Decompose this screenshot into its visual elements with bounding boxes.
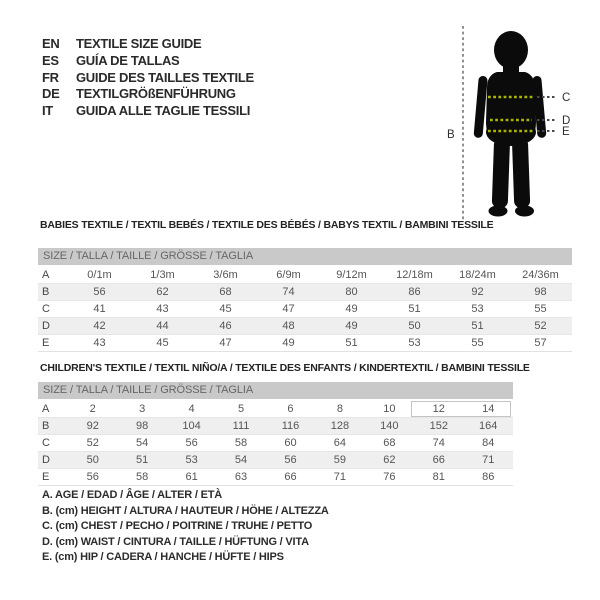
- table-cell: 64: [333, 437, 347, 449]
- row-label: C: [42, 303, 50, 315]
- table-cell: 128: [330, 420, 350, 432]
- table-row-E: [38, 334, 572, 351]
- table-cell: 71: [333, 471, 347, 483]
- table-cell: 74: [282, 286, 295, 298]
- table-cell: 41: [93, 303, 106, 315]
- table-cell: 12: [432, 403, 445, 415]
- table-cell: 8: [336, 403, 343, 415]
- table-cell: 111: [232, 420, 250, 432]
- table-cell: 44: [156, 320, 169, 332]
- table-cell: 49: [345, 303, 358, 315]
- table-cell: 3/6m: [213, 269, 238, 281]
- table-cell: 92: [86, 420, 99, 432]
- table-cell: 1/3m: [150, 269, 175, 281]
- table-cell: 86: [482, 471, 495, 483]
- table-cell: 56: [93, 286, 106, 298]
- child-silhouette-icon: [473, 31, 546, 217]
- table-cell: 140: [380, 420, 399, 432]
- table-cell: 50: [408, 320, 421, 332]
- table-cell: 59: [333, 454, 347, 466]
- table-cell: 52: [534, 320, 547, 332]
- table-cell: 58: [136, 471, 149, 483]
- table-cell: 84: [482, 437, 495, 449]
- table-row-D: [38, 451, 513, 468]
- table-cell: 92: [471, 286, 484, 298]
- waist-label: D: [562, 115, 571, 127]
- language-row-de: [42, 86, 254, 103]
- row-label: A: [42, 403, 50, 415]
- table-cell: 46: [219, 320, 232, 332]
- table-cell: 63: [234, 471, 248, 483]
- table-cell: 55: [471, 337, 484, 349]
- table-cell: 0/1m: [87, 269, 112, 281]
- babies-section: [38, 219, 572, 352]
- babies-size-table: [38, 248, 572, 352]
- table-cell: 47: [282, 303, 295, 315]
- table-cell: 5: [237, 403, 245, 415]
- table-cell: 76: [383, 471, 396, 483]
- row-label: A: [42, 269, 50, 281]
- table-row-C: [38, 300, 572, 317]
- table-cell: 10: [383, 403, 396, 415]
- row-label: D: [42, 454, 50, 466]
- table-cell: 71: [482, 454, 495, 466]
- table-row-E: [38, 468, 513, 485]
- row-label: B: [42, 286, 50, 298]
- language-code: FR: [42, 69, 59, 85]
- language-title: GUÍA DE TALLAS: [76, 52, 180, 68]
- table-cell: 43: [156, 303, 169, 315]
- table-cell: 98: [136, 420, 149, 432]
- table-cell: 3: [139, 403, 146, 415]
- table-header-row: SIZE / TALLA / TAILLE / GRÖSSE / TAGLIA: [38, 248, 572, 265]
- table-cell: 51: [471, 320, 484, 332]
- measurement-legend: [42, 488, 329, 566]
- table-row-B: [38, 417, 513, 434]
- language-code: DE: [42, 86, 60, 102]
- table-row-B: [38, 283, 572, 300]
- table-cell: 2: [89, 403, 96, 415]
- table-cell: 104: [182, 420, 201, 432]
- table-header-row: SIZE / TALLA / TAILLE / GRÖSSE / TAGLIA: [38, 382, 513, 399]
- hip-label: E: [562, 126, 570, 138]
- table-cell: 9/12m: [336, 269, 367, 281]
- language-row-fr: [42, 70, 254, 87]
- children-size-table: [38, 382, 513, 486]
- table-cell: 53: [471, 303, 484, 315]
- table-cell: 68: [383, 437, 396, 449]
- row-label: C: [42, 437, 50, 449]
- table-cell: 62: [383, 454, 396, 466]
- legend-age: A. AGE / EDAD / ÂGE / ALTER / ETÀ: [42, 489, 223, 501]
- language-list: [42, 36, 254, 120]
- language-code: ES: [42, 52, 59, 68]
- children-section-title: CHILDREN'S TEXTILE / TEXTIL NIÑO/A / TEXTILE DES ENFANTS / KINDERTEXTIL / BAMBINI TESSILE: [40, 362, 530, 374]
- table-cell: 49: [282, 337, 295, 349]
- language-title: GUIDE DES TAILLES TEXTILE: [76, 69, 254, 85]
- table-cell: 54: [234, 454, 248, 466]
- table-cell: 116: [281, 420, 300, 432]
- table-cell: 55: [534, 303, 547, 315]
- table-row-C: [38, 434, 513, 451]
- table-cell: 45: [219, 303, 232, 315]
- table-cell: 52: [86, 437, 99, 449]
- table-cell: 42: [93, 320, 106, 332]
- table-cell: 6: [287, 403, 294, 415]
- table-row-A: [38, 401, 513, 417]
- table-cell: 62: [156, 286, 169, 298]
- chest-label: C: [562, 92, 571, 104]
- language-title: TEXTILGRÖßENFÜHRUNG: [76, 86, 236, 102]
- table-cell: 54: [136, 437, 149, 449]
- language-row-es: [42, 53, 254, 70]
- table-cell: 51: [345, 337, 358, 349]
- table-cell: 58: [234, 437, 248, 449]
- table-cell: 81: [432, 471, 445, 483]
- row-label: D: [42, 320, 50, 332]
- table-cell: 57: [534, 337, 547, 349]
- legend-height: B. (cm) HEIGHT / ALTURA / HAUTEUR / HÖHE / ALTEZZA: [42, 504, 329, 517]
- table-cell: 6/9m: [276, 269, 301, 281]
- table-cell: 51: [408, 303, 421, 315]
- babies-section-title: BABIES TEXTILE / TEXTIL BEBÉS / TEXTILE DES BÉBÉS / BABYS TEXTIL / BAMBINI TESSILE: [40, 219, 494, 231]
- table-cell: 48: [282, 320, 295, 332]
- table-cell: 98: [534, 286, 547, 298]
- table-cell: 164: [479, 420, 498, 432]
- table-cell: 60: [284, 437, 297, 449]
- table-cell: 24/36m: [522, 269, 559, 281]
- legend-waist: D. (cm) WAIST / CINTURA / TAILLE / HÜFTUNG / VITA: [42, 535, 309, 548]
- table-cell: 66: [284, 471, 297, 483]
- table-cell: 86: [408, 286, 421, 298]
- table-cell: 74: [432, 437, 445, 449]
- language-title: TEXTILE SIZE GUIDE: [76, 36, 202, 51]
- row-label: E: [42, 337, 50, 349]
- table-cell: 14: [482, 403, 495, 415]
- table-cell: 56: [284, 454, 297, 466]
- legend-hip: E. (cm) HIP / CADERA / HANCHE / HÜFTE / HIPS: [42, 551, 284, 563]
- row-label: E: [42, 471, 50, 483]
- table-cell: 43: [93, 337, 106, 349]
- table-cell: 66: [432, 454, 445, 466]
- table-cell: 51: [136, 454, 149, 466]
- language-code: EN: [42, 36, 60, 51]
- table-cell: 18/24m: [459, 269, 496, 281]
- table-cell: 4: [188, 403, 195, 415]
- table-cell: 53: [185, 454, 198, 466]
- table-row-A: [38, 267, 572, 283]
- table-cell: 12/18m: [396, 269, 433, 281]
- table-cell: 53: [408, 337, 421, 349]
- legend-chest: C. (cm) CHEST / PECHO / POITRINE / TRUHE / PETTO: [42, 520, 313, 532]
- height-label: B: [447, 129, 455, 141]
- table-cell: 56: [86, 471, 99, 483]
- language-row-it: [42, 103, 254, 120]
- table-cell: 47: [219, 337, 232, 349]
- table-cell: 152: [429, 420, 448, 432]
- language-code: IT: [42, 103, 53, 119]
- table-cell: 61: [185, 471, 198, 483]
- table-cell: 49: [345, 320, 358, 332]
- table-cell: 50: [86, 454, 99, 466]
- children-section: [38, 362, 530, 486]
- table-cell: 56: [185, 437, 198, 449]
- language-title: GUIDA ALLE TAGLIE TESSILI: [76, 103, 251, 119]
- table-cell: 45: [156, 337, 169, 349]
- table-cell: 68: [219, 286, 232, 298]
- table-row-D: [38, 317, 572, 334]
- child-silhouette-diagram: [440, 10, 600, 225]
- language-row-en: [42, 36, 254, 53]
- row-label: B: [42, 420, 50, 432]
- table-cell: 80: [345, 286, 358, 298]
- measurement-figure: [440, 10, 600, 225]
